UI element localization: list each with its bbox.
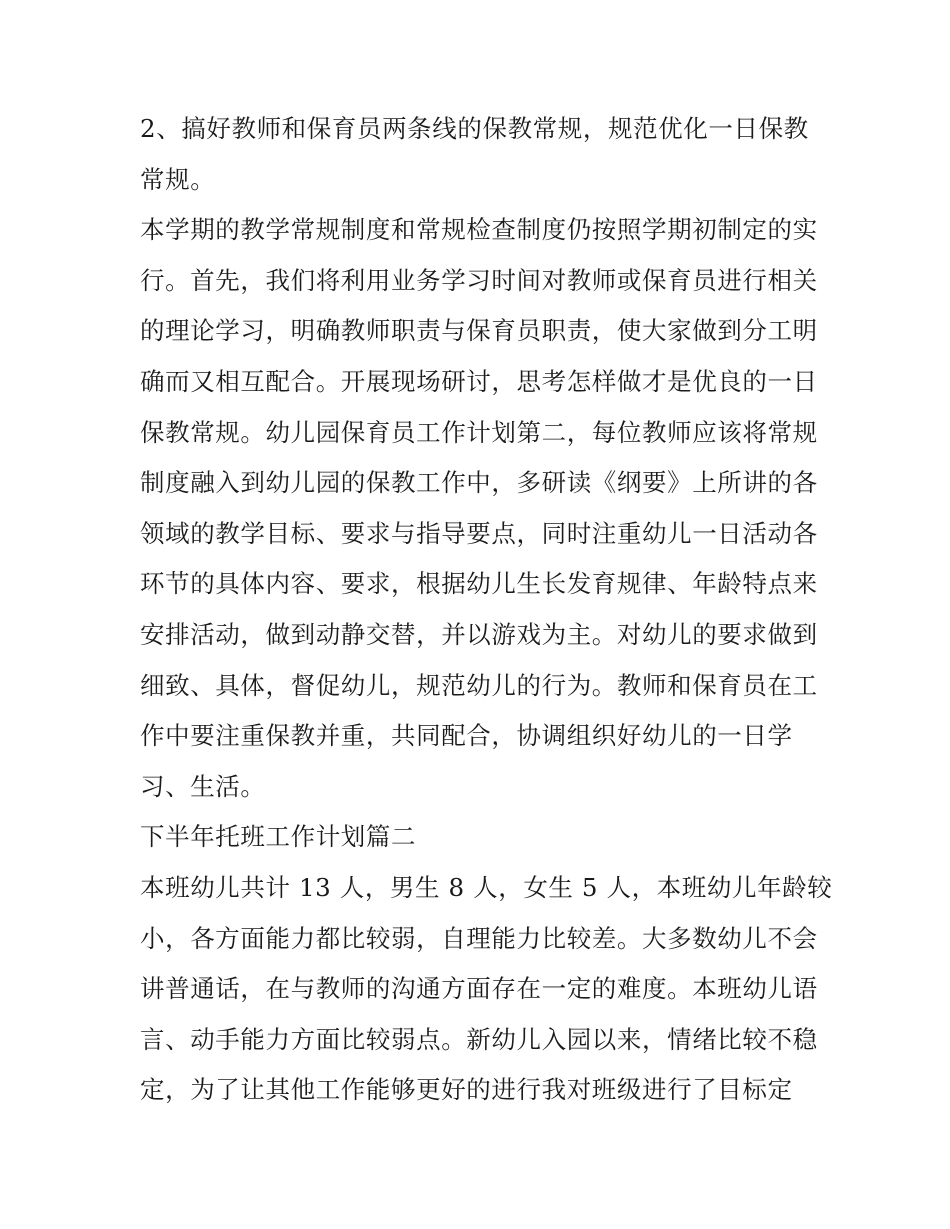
text-line: 讲普通话，在与教师的沟通方面存在一定的难度。本班幼儿语: [140, 974, 818, 1004]
section-heading: [140, 812, 820, 863]
text-line: 本班幼儿共计 13 人，男生 8 人，女生 5 人，本班幼儿年龄较: [140, 872, 833, 902]
text-line: 细致、具体，督促幼儿，规范幼儿的行为。教师和保育员在工: [140, 670, 818, 700]
text-line: 定，为了让其他工作能够更好的进行我对班级进行了目标定: [140, 1075, 793, 1105]
text-line: 环节的具体内容、要求，根据幼儿生长发育规律、年龄特点来: [140, 569, 818, 599]
text-line: 小，各方面能力都比较弱，自理能力比较差。大多数幼儿不会: [140, 923, 818, 953]
text-line: 行。首先，我们将利用业务学习时间对教师或保育员进行相关: [140, 265, 818, 295]
text-line: 的理论学习，明确教师职责与保育员职责，使大家做到分工明: [140, 316, 818, 346]
text-line: 下半年托班工作计划篇二: [140, 822, 417, 852]
text-line: 常规。: [140, 164, 216, 194]
text-line: 2、搞好教师和保育员两条线的保教常规，规范优化一日保教: [140, 114, 809, 143]
text-line: 确而又相互配合。开展现场研讨，思考怎样做才是优良的一日: [140, 366, 818, 396]
paragraph-guideline-heading: [140, 104, 820, 205]
text-line: 安排活动，做到动静交替，并以游戏为主。对幼儿的要求做到: [140, 619, 818, 649]
text-line: 本学期的教学常规制度和常规检查制度仍按照学期初制定的实: [140, 215, 818, 245]
text-line: 言、动手能力方面比较弱点。新幼儿入园以来，情绪比较不稳: [140, 1024, 818, 1054]
paragraph-class-overview: [140, 863, 833, 1116]
text-line: 领域的教学目标、要求与指导要点，同时注重幼儿一日活动各: [140, 518, 818, 548]
document-body: [140, 104, 833, 1116]
paragraph-routine-system: [140, 205, 820, 812]
text-line: 习、生活。: [140, 771, 266, 801]
text-line: 制度融入到幼儿园的保教工作中，多研读《纲要》上所讲的各: [140, 468, 818, 498]
text-line: 作中要注重保教并重，共同配合，协调组织好幼儿的一日学: [140, 721, 793, 751]
text-line: 保教常规。幼儿园保育员工作计划第二，每位教师应该将常规: [140, 417, 818, 447]
